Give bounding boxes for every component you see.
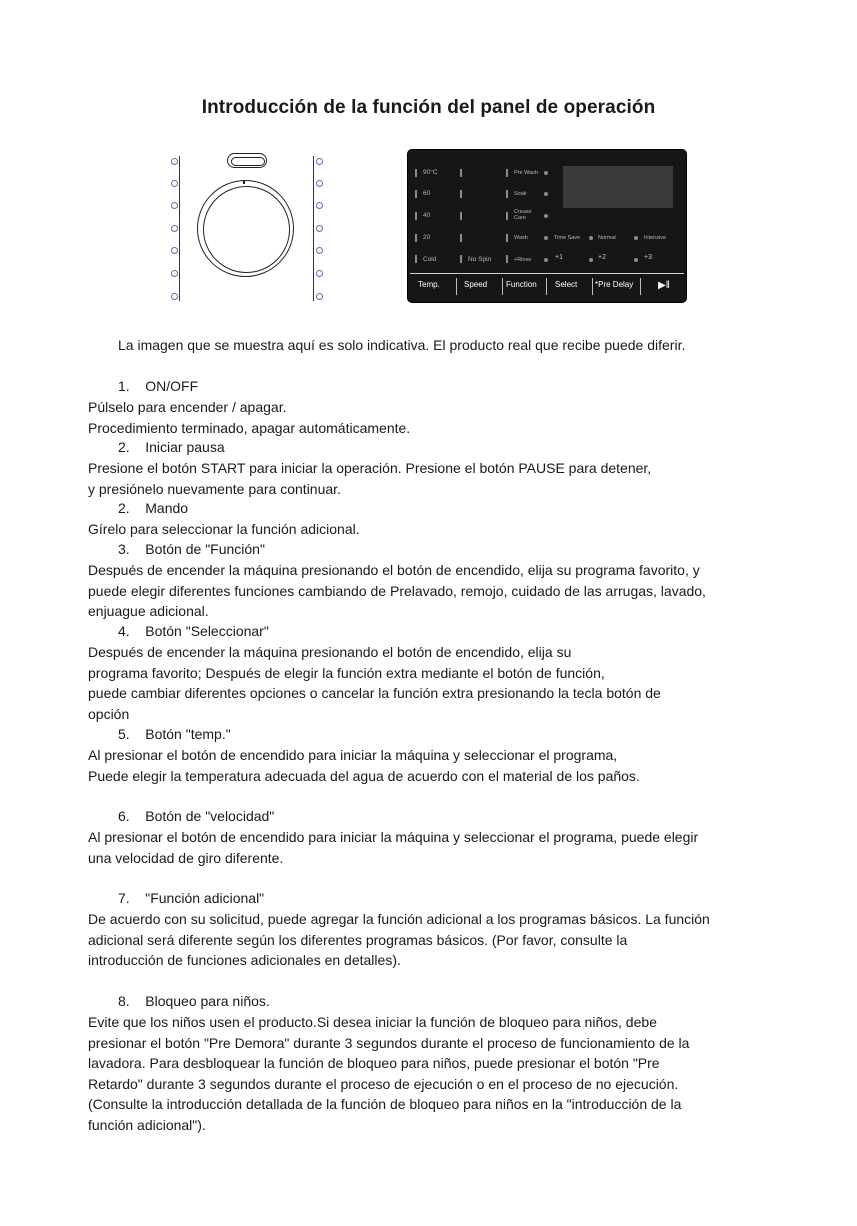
indicator-dot: [544, 236, 548, 240]
temp-label: 60: [423, 190, 431, 197]
indicator-bar: [506, 234, 508, 242]
indicator-dot: [544, 171, 548, 175]
function-label: Wash: [514, 235, 528, 241]
indicator-bar: [460, 234, 462, 242]
section-body: Después de encender la máquina presionando el botón de encendido, elija su programa favorito; Después de elegir la función extra mediante el botón de función, puede cambiar diferentes opciones o cancelar la función extra presionando la tecla botón de opción: [88, 644, 661, 722]
section-heading: 8. Bloqueo para niños.: [118, 993, 270, 1009]
indicator-bar: [506, 255, 508, 263]
indicator-bar: [460, 212, 462, 220]
led-indicator: [171, 225, 178, 232]
temp-button: Temp.: [418, 280, 440, 289]
temp-label: 90°C: [423, 169, 438, 176]
start-pause-icon: ▶‖: [658, 280, 670, 291]
section-heading: 4. Botón "Seleccionar": [118, 623, 269, 639]
button-separator: [640, 278, 641, 295]
image-disclaimer: La imagen que se muestra aquí es solo indicativa. El producto real que recibe puede diferir.: [118, 337, 686, 353]
led-indicator: [316, 225, 323, 232]
button-separator: [592, 278, 593, 295]
temp-label: Cold: [423, 256, 437, 263]
section-body: Presione el botón START para iniciar la operación. Presione el botón PAUSE para detener, y presiónelo nuevamente para continuar.: [88, 460, 652, 497]
section-heading: 1. ON/OFF: [118, 378, 199, 394]
indicator-bar: [415, 255, 417, 263]
led-indicator: [171, 247, 178, 254]
led-indicator: [316, 202, 323, 209]
indicator-bar: [506, 190, 508, 198]
indicator-bar: [506, 212, 508, 220]
display-screen: [563, 166, 673, 208]
section-heading: 5. Botón "temp.": [118, 726, 231, 742]
section-body: Después de encender la máquina presionando el botón de encendido, elija su programa favorito, y puede elegir diferentes funciones cambiando de Prelavado, remojo, cuidado de las arrugas, lavado, enjuague adicional.: [88, 562, 706, 619]
section-body: Evite que los niños usen el producto.Si desea iniciar la función de bloqueo para niños, debe presionar el botón "Pre Demora" durante 3 segundos durante el proceso de funcionamiento de la lavadora. Para desbloquear la función de bloqueo para niños, puede presionar el botón "Pre Retardo" durante 3 segundos durante el proceso de ejecución o en el proceso de no ejecución. (Consulte la introducción detallada de la función de bloqueo para niños en la "introducción de la función adicional").: [88, 1014, 690, 1133]
function-label: Soak: [514, 191, 527, 197]
dial-illustration: [164, 150, 332, 302]
section-body: Púlselo para encender / apagar. Procedimiento terminado, apagar automáticamente.: [88, 399, 411, 436]
section-heading: 7. "Función adicional": [118, 890, 265, 906]
wash-option-label: Intensive: [644, 235, 667, 241]
indicator-dot: [544, 192, 548, 196]
indicator-bar: [415, 169, 417, 177]
section-heading: 3. Botón de "Función": [118, 541, 265, 557]
section-body: Al presionar el botón de encendido para iniciar la máquina y seleccionar el programa, puede elegir una velocidad de giro diferente.: [88, 829, 699, 866]
rinse-option-label: +2: [598, 254, 606, 261]
indicator-bar: [415, 212, 417, 220]
indicator-dot: [589, 236, 593, 240]
speed-label: No Spin: [468, 256, 492, 263]
panel-button-row: [410, 273, 684, 298]
indicator-dot: [589, 258, 593, 262]
power-button-inner: [231, 157, 265, 166]
indicator-dot: [634, 258, 638, 262]
knob-marker: [243, 180, 245, 184]
section-heading: 6. Botón de "velocidad": [118, 808, 275, 824]
indicator-bar: [415, 190, 417, 198]
indicator-bar: [460, 190, 462, 198]
section-body: Al presionar el botón de encendido para iniciar la máquina y seleccionar el programa, Puede elegir la temperatura adecuada del agua de acuerdo con el material de los paños.: [88, 747, 640, 784]
wash-option-label: Time Save: [554, 235, 581, 241]
section-body: Gírelo para seleccionar la función adicional.: [88, 521, 360, 537]
button-separator: [546, 278, 547, 295]
pre-delay-button: *Pre Delay: [595, 280, 634, 289]
led-indicator: [171, 202, 178, 209]
rinse-option-label: +3: [644, 254, 652, 261]
divider-line: [313, 156, 314, 301]
led-indicator: [171, 270, 178, 277]
led-indicator: [316, 180, 323, 187]
select-button: Select: [555, 280, 578, 289]
wash-option-label: Normal: [598, 235, 616, 241]
indicator-dot: [634, 236, 638, 240]
section-heading: 2. Mando: [118, 500, 189, 516]
function-label: +Rinse: [514, 257, 532, 263]
page-title: Introducción de la función del panel de operación: [201, 97, 656, 118]
led-indicator: [316, 247, 323, 254]
divider-line: [179, 156, 180, 301]
indicator-bar: [460, 169, 462, 177]
program-knob-inner: [203, 186, 290, 273]
button-separator: [456, 278, 457, 295]
button-separator: [502, 278, 503, 295]
rinse-option-label: +1: [555, 254, 563, 261]
led-indicator: [171, 293, 178, 300]
indicator-dot: [544, 258, 548, 262]
control-panel-illustration: [407, 149, 687, 303]
indicator-bar: [415, 234, 417, 242]
section-heading: 2. Iniciar pausa: [118, 439, 225, 455]
function-label: Pre Wash: [514, 170, 538, 176]
led-indicator: [316, 270, 323, 277]
led-indicator: [316, 293, 323, 300]
function-button: Function: [506, 280, 537, 289]
led-indicator: [171, 180, 178, 187]
function-label: Crease Care: [514, 209, 532, 221]
speed-button: Speed: [464, 280, 488, 289]
indicator-dot: [544, 214, 548, 218]
led-indicator: [171, 158, 178, 165]
indicator-bar: [506, 169, 508, 177]
led-indicator: [316, 158, 323, 165]
indicator-bar: [460, 255, 462, 263]
section-body: De acuerdo con su solicitud, puede agregar la función adicional a los programas básicos. La función adicional será diferente según los diferentes programas básicos. (Por favor, consulte la introducción de funciones adicionales en detalles).: [88, 911, 710, 968]
temp-label: 20: [423, 234, 431, 241]
temp-label: 40: [423, 212, 431, 219]
